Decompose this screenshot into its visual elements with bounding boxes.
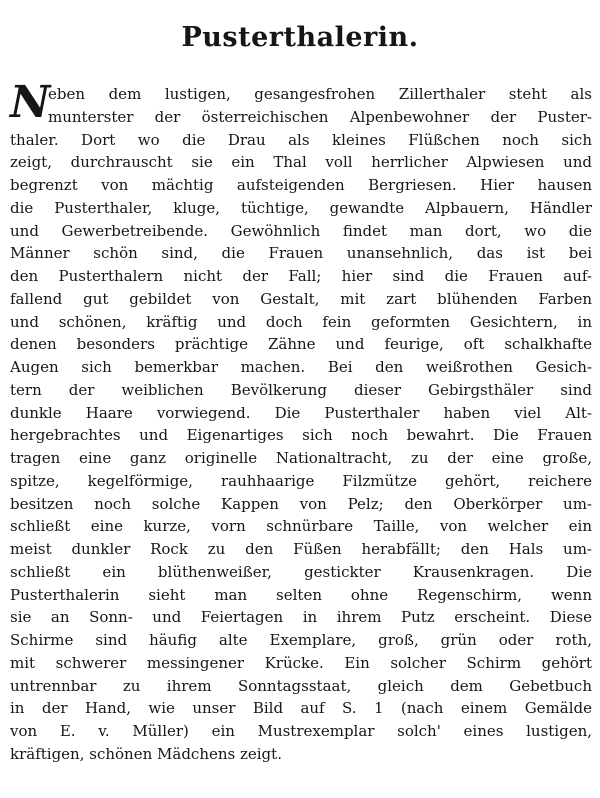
text-line: munterster der österreichischen Alpenbewohner der Puster- bbox=[48, 107, 592, 126]
text-line: Schirme sind häufig alte Exemplare, groß, grün oder roth, bbox=[10, 631, 592, 649]
text-line: dunkle Haare vorwiegend. Die Pusterthaler haben viel Alt- bbox=[10, 403, 592, 422]
text-line: tern der weiblichen Bevölkerung dieser Gebirgsthäler sind bbox=[10, 380, 592, 399]
text-line: meist dunkler Rock zu den Füßen herabfällt; den Hals um- bbox=[10, 540, 592, 558]
text-line: sie an Sonn- und Feiertagen in ihrem Putz erscheint. Diese bbox=[10, 608, 592, 627]
text-line: und schönen, kräftig und doch fein geformten Gesichtern, in bbox=[10, 312, 592, 331]
text-line: eben dem lustigen, gesangesfrohen Zillerthaler steht als bbox=[48, 85, 592, 103]
text-line: den Pusterthalern nicht der Fall; hier sind die Frauen auf- bbox=[10, 267, 592, 285]
text-line: tragen eine ganz originelle Nationaltracht, zu der eine große, bbox=[10, 449, 592, 467]
text-line: die Pusterthaler, kluge, tüchtige, gewandte Alpbauern, Händler bbox=[10, 198, 592, 217]
drop-cap: N bbox=[10, 77, 51, 128]
text-line: schließt eine kurze, vorn schnürbare Taille, von welcher ein bbox=[10, 517, 592, 536]
text-line: besitzen noch solche Kappen von Pelz; den Oberkörper um- bbox=[10, 494, 592, 513]
text-line: Pusterthalerin sieht man selten ohne Regenschirm, wenn bbox=[10, 585, 592, 604]
text-line: kräftigen, schönen Mädchens zeigt. bbox=[10, 744, 282, 763]
text-line: von E. v. Müller) ein Mustrexemplar solch' eines lustigen, bbox=[10, 722, 592, 740]
text-line: begrenzt von mächtig aufsteigenden Bergriesen. Hier hausen bbox=[10, 176, 592, 194]
text-line: spitze, kegelförmige, rauhhaarige Filzmütze gehört, reichere bbox=[10, 471, 592, 490]
page-title: Pusterthalerin. bbox=[181, 22, 419, 53]
text-line: denen besonders prächtige Zähne und feurige, oft schalkhafte bbox=[10, 335, 592, 354]
text-line: Männer schön sind, die Frauen unansehnlich, das ist bei bbox=[10, 244, 592, 263]
text-line: in der Hand, wie unser Bild auf S. 1 (nach einem Gemälde bbox=[10, 699, 592, 718]
text-line: fallend gut gebildet von Gestalt, mit zart blühenden Farben bbox=[10, 289, 592, 308]
text-line: zeigt, durchrauscht sie ein Thal voll herrlicher Alpwiesen und bbox=[10, 153, 592, 172]
text-line: und Gewerbetreibende. Gewöhnlich findet man dort, wo die bbox=[10, 221, 592, 240]
article-body bbox=[10, 83, 592, 766]
text-line: Augen sich bemerkbar machen. Bei den weißrothen Gesich- bbox=[10, 358, 592, 376]
text-line: schließt ein blüthenweißer, gestickter Krausenkragen. Die bbox=[10, 562, 592, 581]
text-line: untrennbar zu ihrem Sonntagsstaat, gleich dem Gebetbuch bbox=[10, 676, 592, 695]
text-line: mit schwerer messingener Krücke. Ein solcher Schirm gehört bbox=[10, 653, 592, 672]
text-line: hergebrachtes und Eigenartiges sich noch bewahrt. Die Frauen bbox=[10, 426, 592, 445]
text-line: thaler. Dort wo die Drau als kleines Flüßchen noch sich bbox=[10, 130, 592, 149]
